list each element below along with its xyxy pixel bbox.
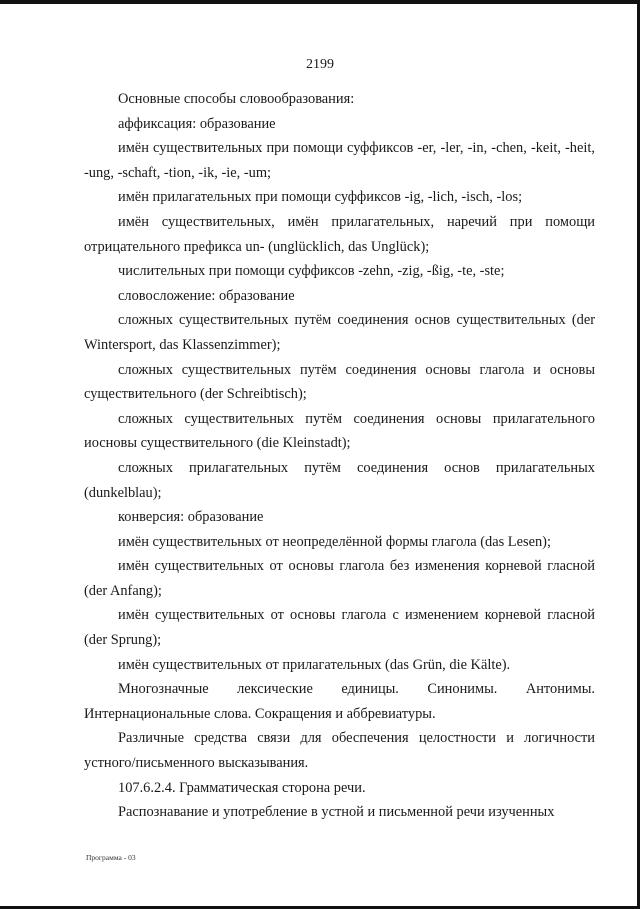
paragraph: конверсия: образование [118,509,264,526]
paragraph: имён существительных, имён прилагательных, наречий при помощи отрицательного префикса un- (unglücklich, das Unglück); [84,213,595,255]
paragraph: Многозначные лексические единицы. Синонимы. Антонимы. Интернациональные слова. Сокращения и аббревиатуры. [84,681,595,722]
paragraph: Основные способы словообразования: [118,91,355,107]
paragraph: числительных при помощи суффиксов -zehn, -zig, -ßig, -te, -ste; [118,263,505,280]
document-body [84,87,595,825]
paragraph: словосложение: образование [118,287,295,304]
paragraph: имён существительных от основы глагола без изменения корневой гласной (der Anfang); [84,558,595,599]
page-number: 2199 [306,57,334,72]
paragraph: сложных существительных путём соединения основ существительных (der Wintersport, das Klassenzimmer); [84,312,595,353]
paragraph: имён существительных от основы глагола с изменением корневой гласной (der Sprung); [84,607,595,649]
paragraph: Различные средства связи для обеспечения целостности и логичности устного/письменного высказывания. [84,730,595,772]
paragraph: аффиксация: образование [118,115,276,132]
paragraph: имён прилагательных при помощи суффиксов -ig, -lich, -isch, -los; [118,189,523,206]
paragraph: 107.6.2.4. Грамматическая сторона речи. [118,779,366,796]
paragraph: сложных прилагательных путём соединения основ прилагательных (dunkelblau); [84,459,595,501]
paragraph: сложных существительных путём соединения основы прилагательного иосновы существительного (die Kleinstadt); [84,410,595,452]
paragraph: имён существительных при помощи суффиксов -er, -ler, -in, -chen, -keit, -heit, -ung, -schaft, -tion, -ik, -ie, -um; [84,140,595,181]
scan-edge-top [0,0,640,4]
paragraph: Распознавание и употребление в устной и письменной речи изученных [118,804,555,821]
paragraph: сложных существительных путём соединения основы глагола и основы существительного (der Schreibtisch); [84,361,595,403]
paragraph: имён существительных от прилагательных (das Grün, die Kälte). [118,656,511,673]
footer-label: Программа - 03 [86,853,136,862]
paragraph: имён существительных от неопределённой формы глагола (das Lesen); [118,533,551,550]
